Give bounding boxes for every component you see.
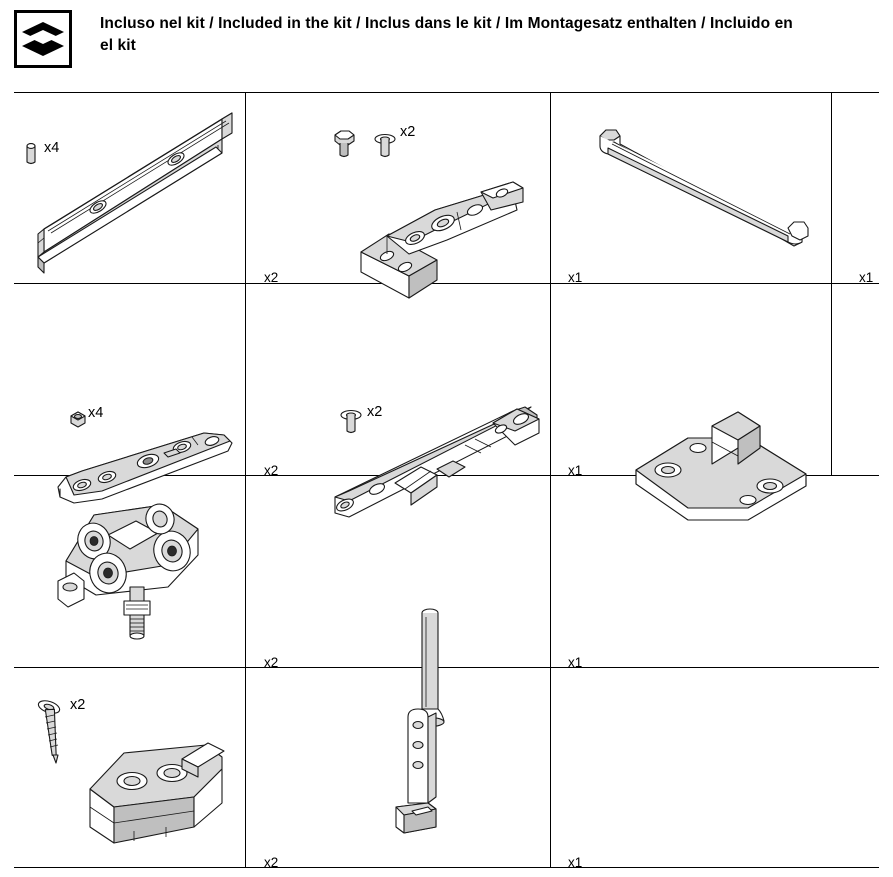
roller-carriage-illustration xyxy=(50,495,230,660)
sub-qty-label: x2 xyxy=(367,404,383,420)
sub-qty-label: x4 xyxy=(88,405,104,421)
items-grid xyxy=(14,92,879,870)
cell-stop-block xyxy=(14,667,279,870)
bracket-plate-illustration xyxy=(390,707,460,852)
cell-empty-r3 xyxy=(550,475,879,667)
grid-line-h4 xyxy=(14,867,879,868)
qty-label: x2 xyxy=(264,463,279,478)
cell-long-pin xyxy=(245,475,583,670)
qty-label: x2 xyxy=(264,655,279,670)
end-bracket-illustration xyxy=(357,180,557,300)
bolt-icon xyxy=(329,127,357,164)
page-title: Incluso nel kit / Included in the kit / Inclus dans le kit / Im Montagesatz enthalten / Incluido en el kit xyxy=(100,15,793,54)
stop-block-illustration xyxy=(74,723,234,858)
cell-rail xyxy=(14,92,279,285)
countersunk-screw-icon xyxy=(36,699,66,774)
top-rail-illustration xyxy=(26,107,241,277)
qty-label: x1 xyxy=(568,855,583,870)
qty-label: x1 xyxy=(859,270,874,285)
cell-end-bracket xyxy=(245,92,583,285)
cell-soft-close xyxy=(245,283,583,478)
cell-bracket-plate xyxy=(245,667,583,870)
cell-roller-carriage xyxy=(14,475,279,670)
header xyxy=(14,10,874,76)
screw-icon xyxy=(373,132,397,165)
grid-line-v3 xyxy=(831,92,832,475)
qty-label: x1 xyxy=(568,270,583,285)
qty-label: x2 xyxy=(264,855,279,870)
qty-label: x2 xyxy=(264,270,279,285)
sub-qty-label: x4 xyxy=(44,140,60,156)
sub-qty-label: x2 xyxy=(70,697,86,713)
cell-empty-r4 xyxy=(550,667,879,867)
cell-damper-plate xyxy=(14,283,279,478)
qty-label: x1 xyxy=(568,655,583,670)
cover-profile-illustration xyxy=(592,114,812,254)
cell-cover-profile xyxy=(550,92,874,285)
qty-label: x1 xyxy=(568,463,583,478)
cell-floor-guide xyxy=(550,283,831,475)
sub-qty-label: x2 xyxy=(400,124,416,140)
kit-box-icon xyxy=(14,10,72,68)
